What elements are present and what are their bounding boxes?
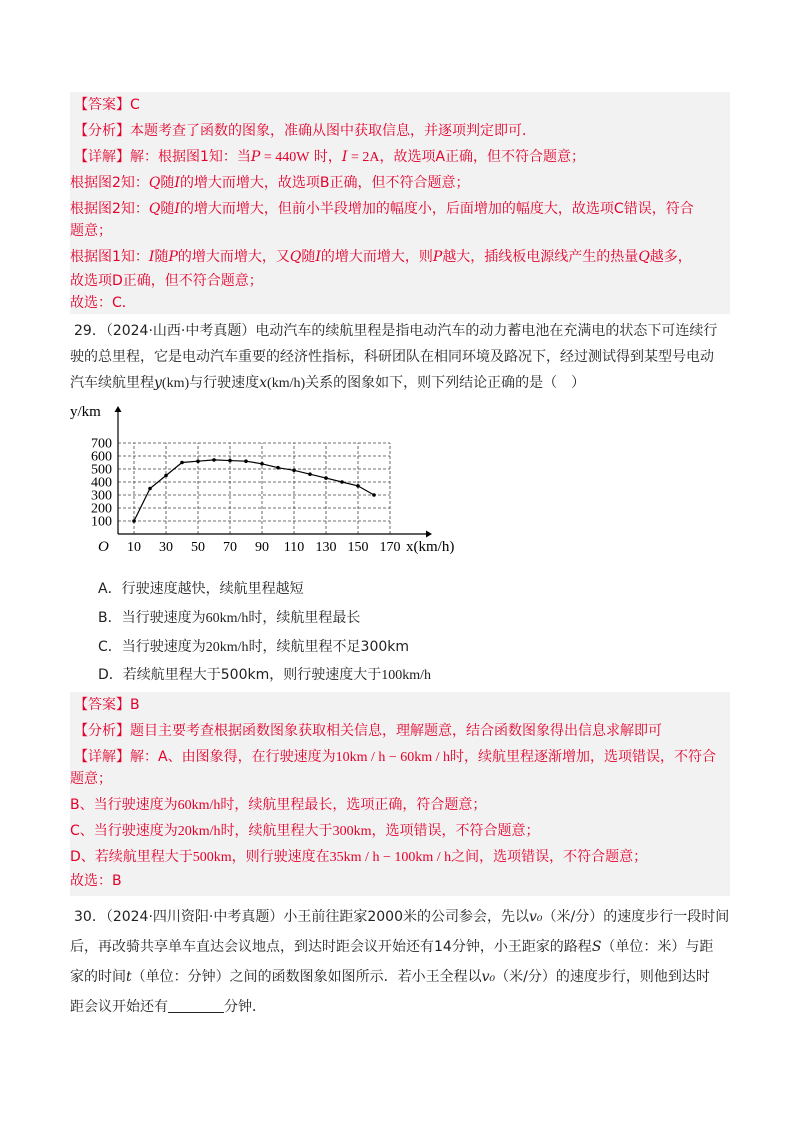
q28-answer-line (74, 92, 140, 118)
detail-tag: 【详解】 (74, 149, 130, 165)
data-point (196, 459, 200, 463)
text: 关系的图象如下，则下列结论正确的是（ ） (305, 375, 586, 391)
data-point (324, 476, 328, 480)
math-var: Q (148, 175, 161, 191)
data-point (180, 461, 184, 465)
text: 解：根据图1知：当 (130, 149, 251, 165)
chart-series (132, 458, 376, 523)
q29-detail-line-3 (70, 792, 486, 819)
text: （米/分）的速度步行一段时间 (542, 909, 730, 925)
text: ，故选项A正确，但不符合题意； (379, 149, 586, 165)
analysis-text: 题目主要考查根据函数图象获取相关信息，理解题意，结合函数图象得出信息求解即可 (130, 723, 662, 739)
math-expr: 35km / h − 100km / h (329, 850, 452, 865)
text: B．当行驶速度为 (98, 610, 206, 626)
q29-detail-line-4 (70, 818, 539, 845)
data-point (132, 519, 136, 523)
math-expr: = 440W (260, 150, 310, 165)
math-var: Q (148, 201, 161, 217)
x-tick-label: 30 (159, 540, 173, 555)
option-b[interactable] (98, 605, 360, 632)
math-var: y (154, 375, 162, 391)
q28-detail-line-7: 故选：C． (70, 295, 136, 311)
text: 的增大而增大，故选项B正确，但不符合题意； (179, 175, 470, 191)
math-unit: 60km/h (177, 798, 221, 813)
q29-detail-line-5 (70, 844, 647, 871)
math-var: P (250, 149, 261, 165)
q28-detail-line-4: 题意； (70, 223, 112, 239)
x-tick-label: 10 (127, 540, 141, 555)
math-var: v₀ (528, 909, 543, 925)
math-expr: = 2A (347, 150, 380, 165)
option-d[interactable] (98, 662, 431, 689)
x-tick-label: 90 (255, 540, 269, 555)
y-tick-label: 400 (91, 475, 112, 491)
text: （单位：米）与距 (601, 939, 714, 955)
data-point (356, 484, 360, 488)
text: 时，续航里程最长 (248, 610, 361, 626)
math-var: S (591, 939, 602, 955)
text: （米/分）的速度步行，则他到达时 (495, 969, 710, 985)
text: 时，续航里程大于 (220, 823, 333, 839)
text: 家的时间 (70, 969, 126, 985)
text: 与行驶速度 (189, 375, 260, 391)
text: D、若续航里程大于 (70, 849, 193, 865)
text: 根据图2知： (70, 201, 149, 217)
x-tick-label: 50 (191, 540, 205, 555)
math-var: I (174, 175, 180, 191)
range-speed-chart (66, 400, 455, 570)
detail-tag: 【详解】 (74, 749, 130, 765)
math-var: I (148, 249, 155, 265)
math-unit: 100km/h (381, 668, 432, 683)
answer-tag: 【答案】 (74, 697, 130, 713)
text: （单位：分钟）之间的函数图象如图所示．若小王全程以 (131, 969, 482, 985)
math-var: x (259, 375, 268, 391)
math-var: I (174, 201, 180, 217)
data-point (148, 487, 152, 491)
analysis-tag: 【分析】 (74, 723, 130, 739)
analysis-text: 本题考查了函数的图象，准确从图中获取信息，并逐项判定即可． (130, 123, 536, 139)
q29-detail-line-2: 题意； (70, 771, 112, 787)
y-tick-label: 300 (91, 488, 112, 504)
data-point (244, 459, 248, 463)
text: 时， (313, 149, 342, 165)
math-unit: 20km/h (177, 824, 221, 839)
text: 之间，选项错误，不符合题意； (451, 849, 648, 865)
q29-options (98, 576, 698, 688)
text: 的增大而增大，则 (320, 249, 433, 265)
math-var: t (126, 969, 132, 985)
text: 时，续航里程逐渐增加，选项错误，不符合 (450, 749, 717, 765)
x-tick-label: 110 (283, 540, 305, 555)
option-a[interactable]: A．行驶速度越快，续航里程越短 (98, 581, 304, 597)
text: 汽车续航里程 (70, 375, 154, 391)
text: 越多， (649, 249, 692, 265)
math-unit: (km/h) (267, 376, 306, 391)
y-tick-label: 200 (91, 501, 112, 517)
data-point (228, 459, 232, 463)
chart-grid (118, 443, 390, 534)
q30-stem-line-3 (70, 964, 710, 990)
q29-detail-line-1 (74, 744, 716, 771)
text: 距会议开始还有 (70, 999, 168, 1015)
text: 30．（2024·四川资阳·中考真题）小王前往距家2000米的公司参会，先以 (74, 909, 529, 925)
text: ，选项错误，不符合题意； (371, 823, 540, 839)
text: 时，续航里程不足300km (248, 639, 410, 655)
text: B、当行驶速度为 (70, 797, 178, 813)
y-tick-label: 600 (91, 449, 112, 465)
text: 随 (160, 175, 175, 191)
text: 随 (154, 249, 169, 265)
x-tick-label: 130 (315, 540, 337, 555)
text: 解：A、由图象得，在行驶速度为 (130, 749, 336, 765)
math-unit: (km) (161, 376, 190, 391)
data-point (372, 493, 376, 497)
text: 随 (160, 201, 175, 217)
q30-stem-line-1 (74, 904, 729, 930)
text: ，则行驶速度在 (231, 849, 330, 865)
text: 根据图1知： (70, 249, 149, 265)
data-point (308, 472, 312, 476)
q28-detail-line-5 (70, 244, 692, 270)
math-var: P (168, 249, 178, 265)
q28-answer-block (70, 92, 730, 314)
math-unit: 20km/h (205, 640, 249, 655)
text: 后，再改骑共享单车直达会议地点，到达时距会议开始还有14分钟，小王距家的路程 (70, 939, 592, 955)
text: 的增大而增大，又 (177, 249, 290, 265)
text: 分钟． (224, 999, 266, 1015)
q28-detail-line-1 (74, 144, 585, 171)
q30-stem-line-2 (70, 934, 713, 960)
x-axis-arrow (426, 531, 432, 538)
math-unit: 500km (192, 850, 232, 865)
q30-stem-line-4 (70, 994, 266, 1020)
answer-value: B (130, 697, 140, 713)
q29-stem-line-2: 驶的总里程，它是电动汽车重要的经济性指标，科研团队在相同环境及路况下，经过测试得到某型号电动 (70, 349, 714, 365)
x-tick-label: 150 (347, 540, 369, 555)
q29-answer-line (74, 692, 140, 718)
y-tick-label: 500 (91, 462, 112, 478)
math-unit: 300km (332, 824, 372, 839)
data-point (276, 466, 280, 470)
answer-value: C (130, 97, 140, 113)
y-tick-label: 700 (91, 436, 112, 452)
math-var: I (341, 149, 348, 165)
option-c[interactable] (98, 634, 409, 661)
answer-blank[interactable] (168, 998, 224, 1013)
math-var: I (315, 249, 321, 265)
q28-analysis-line (74, 118, 536, 144)
math-expr: 10km / h − 60km / h (335, 750, 451, 765)
q29-stem-line-1: 29．（2024·山西·中考真题）电动汽车的续航里程是指电动汽车的动力蓄电池在充满电的状态下可连续行 (74, 323, 718, 339)
data-point (164, 474, 168, 478)
answer-tag: 【答案】 (74, 97, 130, 113)
text: 随 (301, 249, 316, 265)
y-axis-arrow (115, 406, 122, 412)
q29-answer-block (70, 692, 730, 896)
text: 越大，插线板电源线产生的热量 (442, 249, 639, 265)
data-point (212, 458, 216, 462)
text: C、当行驶速度为 (70, 823, 178, 839)
q29-stem-line-3 (70, 370, 585, 397)
data-point (340, 480, 344, 484)
math-unit: 60km/h (205, 611, 249, 626)
analysis-tag: 【分析】 (74, 123, 130, 139)
math-var: Q (289, 249, 302, 265)
x-axis-label: x(km/h) (406, 539, 455, 555)
text: 的增大而增大，但前小半段增加的幅度小，后面增加的幅度大，故选项C错误，符合 (179, 201, 694, 217)
text: 根据图2知： (70, 175, 149, 191)
math-var: P (432, 249, 443, 265)
text: 时，续航里程最长，选项正确，符合题意； (220, 797, 487, 813)
y-axis-label: y/km (70, 404, 101, 420)
text: C．当行驶速度为 (98, 639, 206, 655)
origin-label: O (98, 539, 109, 555)
q28-detail-line-6: 故选项D正确，但不符合题意； (70, 273, 263, 289)
q28-detail-line-3 (70, 196, 694, 222)
q30-stem (70, 904, 730, 1014)
q28-detail-line-2 (70, 170, 470, 196)
q29-analysis-line (74, 718, 662, 744)
q29-stem (70, 318, 730, 398)
x-tick-label: 170 (379, 540, 401, 555)
y-tick-label: 100 (91, 514, 112, 530)
math-var: Q (638, 249, 650, 265)
chart-axes (115, 406, 433, 538)
math-var: v₀ (481, 969, 496, 985)
q29-detail-line-6: 故选：B (70, 873, 122, 889)
text: D．若续航里程大于500km，则行驶速度大于 (98, 667, 382, 683)
x-tick-label: 70 (223, 540, 237, 555)
data-point (292, 469, 296, 473)
data-point (260, 462, 264, 466)
